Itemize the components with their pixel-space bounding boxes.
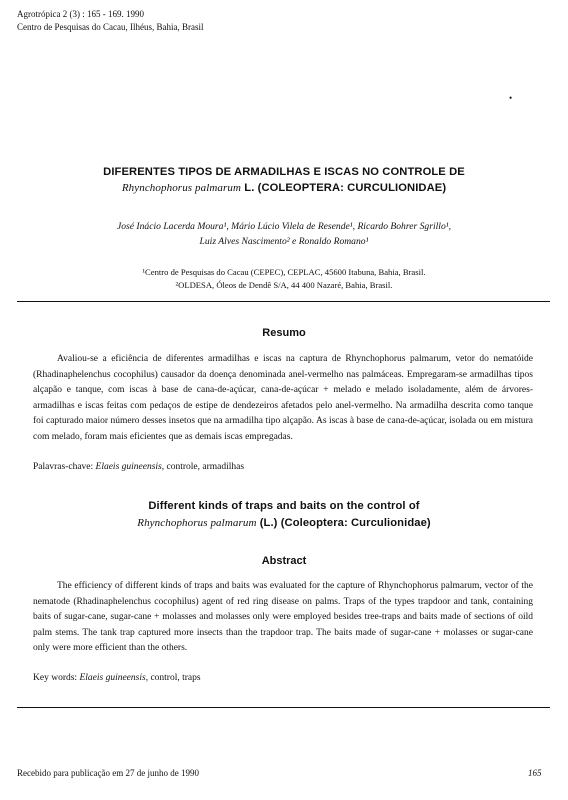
top-divider	[17, 301, 550, 302]
affiliations	[0, 266, 568, 292]
title-pt-line2	[0, 182, 568, 194]
resumo-text: Avaliou-se a eficiência de diferentes armadilhas e iscas na captura de Rhynchophorus palmarum, vetor do nematóide (Rhadinaphelenchus cocophilus) causador da doença denominada anel-vermelho nas palmáceas. Empregaram-se armadilhas tipos alçapão e tanque, com iscas à base de cana-de-açúcar, cana-de-açúcar + melado e melado isoladamente, além de árvores-armadilhas e iscas feitas com pedaços de estipe de dendezeiros afetados pelo anel-vermelho. Na armadilha descrita como tanque foi capturado maior número desses insetos que na armadilha tipo alçapão. As iscas à base de cana-de-açúcar, isolada ou em mistura com melado, foram mais eficientes que as demais iscas empregadas.	[33, 354, 533, 442]
title-en-species: Rhynchophorus palmarum	[137, 517, 257, 529]
abstract-text: The efficiency of different kinds of traps and baits was evaluated for the capture of Rhynchophorus palmarum, vector of the nematode (Rhadinaphelenchus cocophilus) agent of red ring disease on palms. Traps of the types trapdoor and tank, containing baits of sugar-cane, sugar-cane + molasses and molasses only were employed besides tree-traps and baits made of sections of oild palm stems. The tank trap captured more insects than the trapdoor trap. The baits made of sugar-cane + molasses or sugar-cane only were more efficient than the others.	[33, 581, 533, 654]
title-pt-rest: L. (COLEOPTERA: CURCULIONIDAE)	[241, 182, 447, 194]
abstract-keywords-label: Key words:	[33, 673, 78, 683]
authors-line1: José Inácio Lacerda Moura¹, Mário Lúcio Vilela de Resende¹, Ricardo Bohrer Sgrillo¹,	[116, 221, 452, 232]
authors	[0, 219, 568, 249]
authors-line2: Luiz Alves Nascimento² e Ronaldo Romano¹	[199, 236, 369, 247]
title-pt-line1: DIFERENTES TIPOS DE ARMADILHAS E ISCAS NO CONTROLE DE	[103, 166, 465, 178]
journal-institution: Centro de Pesquisas do Cacau, Ilhéus, Bahia, Brasil	[17, 22, 204, 32]
resumo-keywords	[33, 462, 244, 472]
journal-header	[17, 8, 203, 34]
resumo-keywords-label: Palavras-chave:	[33, 462, 94, 472]
stray-mark: •	[509, 93, 513, 103]
affiliation-1: ¹Centro de Pesquisas do Cacau (CEPEC), CEPLAC, 45600 Itabuna, Bahia, Brasil.	[142, 267, 426, 277]
resumo-heading: Resumo	[262, 327, 306, 339]
resumo-keywords-rest: , controle, armadilhas	[161, 462, 245, 472]
bottom-divider	[17, 707, 550, 708]
received-date: Recebido para publicação em 27 de junho de 1990	[17, 768, 199, 778]
resumo-keywords-species: Elaeis guineensis	[95, 462, 162, 472]
abstract-keywords	[33, 673, 201, 683]
page-number: 165	[528, 768, 542, 778]
title-en-rest: (L.) (Coleoptera: Curculionidae)	[256, 517, 431, 529]
affiliation-2: ²OLDESA, Óleos de Dendê S/A, 44 400 Nazaré, Bahia, Brasil.	[175, 280, 393, 290]
title-en-line2	[0, 517, 568, 529]
abstract-heading: Abstract	[261, 555, 307, 567]
title-pt-species: Rhynchophorus palmarum	[121, 182, 242, 194]
title-en-line1: Different kinds of traps and baits on the control of	[148, 500, 420, 512]
abstract-keywords-species: Elaeis guineensis	[79, 673, 146, 683]
abstract-keywords-rest: , control, traps	[145, 673, 201, 683]
journal-citation: Agrotrópica 2 (3) : 165 - 169. 1990	[17, 9, 144, 19]
